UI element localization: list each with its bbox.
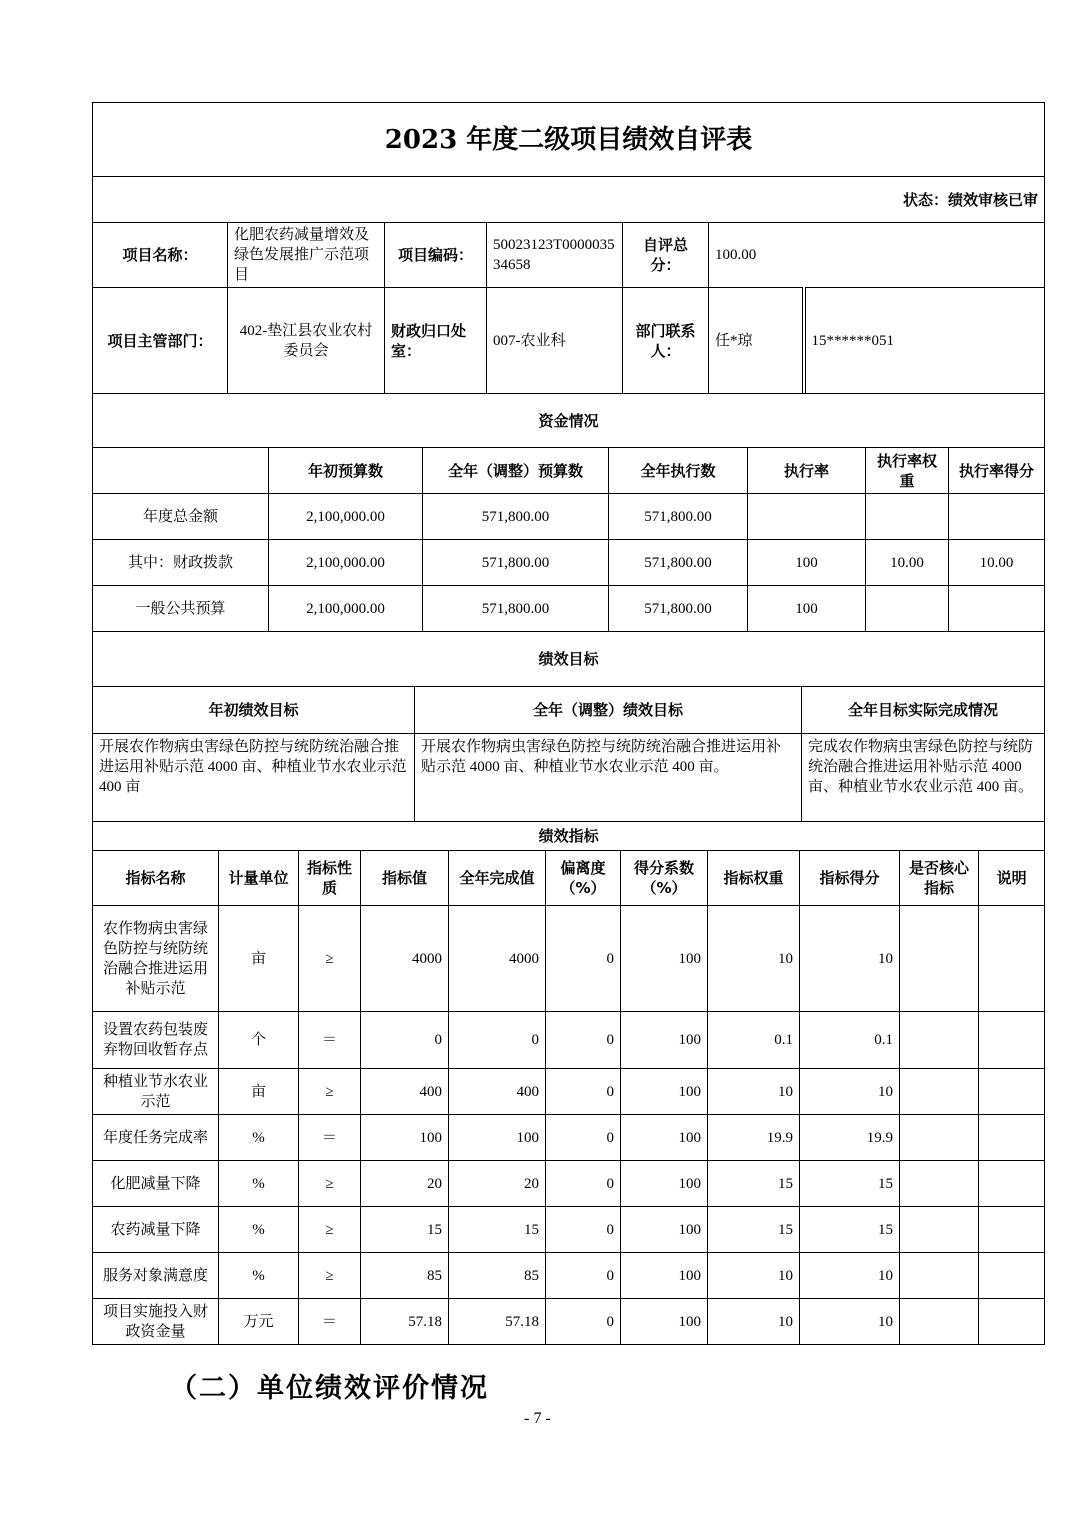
indicator-cell: ≥ [299, 1207, 361, 1253]
goals-table [92, 631, 1045, 822]
page-title: 2023 年度二级项目绩效自评表 [93, 103, 1045, 177]
contact-phone: 15******051 [804, 288, 1045, 394]
indicator-cell: 57.18 [361, 1299, 449, 1345]
funds-cell: 571,800.00 [609, 586, 748, 632]
indicator-cell: 100 [621, 1012, 708, 1069]
indicator-cell [900, 1069, 979, 1115]
indicator-cell: 15 [449, 1207, 546, 1253]
indicator-cell: 85 [361, 1253, 449, 1299]
indicator-cell: ＝ [299, 1012, 361, 1069]
funds-header-cell: 全年（调整）预算数 [423, 448, 609, 494]
indicator-cell: 亩 [219, 1069, 299, 1115]
funds-cell [866, 586, 949, 632]
indicator-cell: 100 [621, 1069, 708, 1115]
indicator-cell [979, 1161, 1045, 1207]
status-label: 状态：绩效审核已审 [93, 177, 1045, 223]
project-name-label: 项目名称： [93, 223, 228, 288]
indicator-cell [979, 906, 1045, 1012]
indicator-cell: 400 [449, 1069, 546, 1115]
funds-cell [949, 494, 1045, 540]
dept-label: 项目主管部门： [93, 288, 228, 394]
funds-header-cell: 执行率权重 [866, 448, 949, 494]
funds-cell: 100 [748, 586, 866, 632]
indicator-cell: 20 [449, 1161, 546, 1207]
funds-cell: 2,100,000.00 [269, 494, 423, 540]
indicator-cell: 100 [621, 906, 708, 1012]
funds-cell: 571,800.00 [423, 494, 609, 540]
indicator-cell: 0 [546, 1253, 621, 1299]
indicator-cell [900, 1299, 979, 1345]
indicator-cell: 10 [800, 1069, 900, 1115]
table-row [93, 1253, 1045, 1299]
indicator-cell: % [219, 1253, 299, 1299]
finance-office-label: 财政归口处室： [385, 288, 487, 394]
project-info-table [92, 102, 1045, 394]
indicator-header-cell: 指标性质 [299, 851, 361, 906]
indicator-header-cell: 是否核心指标 [900, 851, 979, 906]
funds-cell [866, 494, 949, 540]
indicator-cell: ＝ [299, 1299, 361, 1345]
contact-label: 部门联系人： [623, 288, 709, 394]
goal-actual-text: 完成农作物病虫害绿色防控与统防统治融合推进运用补贴示范 4000 亩、种植业节水农业示范 400 亩。 [802, 734, 1045, 822]
indicator-cell: 100 [621, 1115, 708, 1161]
indicator-cell: 15 [800, 1161, 900, 1207]
indicator-cell: ≥ [299, 1253, 361, 1299]
indicator-cell: 个 [219, 1012, 299, 1069]
goals-header-actual: 全年目标实际完成情况 [802, 687, 1045, 734]
indicator-cell: 10 [800, 1299, 900, 1345]
indicator-name-cell: 农作物病虫害绿色防控与统防统治融合推进运用补贴示范 [93, 906, 219, 1012]
funds-cell: 571,800.00 [609, 494, 748, 540]
indicator-cell: 400 [361, 1069, 449, 1115]
indicator-cell: 4000 [449, 906, 546, 1012]
goal-initial-text: 开展农作物病虫害绿色防控与统防统治融合推进运用补贴示范 4000 亩、种植业节水农业示范 400 亩 [93, 734, 415, 822]
indicator-cell: 15 [708, 1161, 800, 1207]
indicator-cell: 万元 [219, 1299, 299, 1345]
funds-cell: 其中：财政拨款 [93, 540, 269, 586]
indicator-name-cell: 项目实施投入财政资金量 [93, 1299, 219, 1345]
indicator-cell: 19.9 [708, 1115, 800, 1161]
indicator-cell: % [219, 1161, 299, 1207]
funds-table [92, 393, 1045, 632]
funds-section-title: 资金情况 [93, 394, 1045, 448]
indicator-header-cell: 偏离度（%） [546, 851, 621, 906]
indicator-cell: 19.9 [800, 1115, 900, 1161]
funds-cell: 571,800.00 [609, 540, 748, 586]
indicator-cell: ＝ [299, 1115, 361, 1161]
indicator-cell [900, 1161, 979, 1207]
indicator-cell [900, 906, 979, 1012]
funds-cell: 2,100,000.00 [269, 540, 423, 586]
project-name-value: 化肥农药减量增效及绿色发展推广示范项目 [228, 223, 385, 288]
funds-cell [748, 494, 866, 540]
indicator-cell: 0 [546, 906, 621, 1012]
funds-cell: 100 [748, 540, 866, 586]
indicator-header-cell: 指标值 [361, 851, 449, 906]
indicator-cell [979, 1115, 1045, 1161]
table-row [93, 1207, 1045, 1253]
indicator-cell: 0 [546, 1115, 621, 1161]
indicator-cell: 0 [546, 1012, 621, 1069]
self-score-value: 100.00 [709, 223, 1045, 288]
indicator-cell: % [219, 1207, 299, 1253]
indicator-name-cell: 化肥减量下降 [93, 1161, 219, 1207]
table-row [93, 1069, 1045, 1115]
indicator-header-cell: 全年完成值 [449, 851, 546, 906]
indicator-cell: 10 [800, 1253, 900, 1299]
indicator-cell [900, 1115, 979, 1161]
indicator-cell [979, 1207, 1045, 1253]
project-code-label: 项目编码： [385, 223, 487, 288]
funds-header-cell: 年初预算数 [269, 448, 423, 494]
indicator-cell: 100 [449, 1115, 546, 1161]
indicator-header-cell: 得分系数（%） [621, 851, 708, 906]
indicator-cell: 0 [546, 1161, 621, 1207]
indicator-cell: 10 [708, 906, 800, 1012]
project-code-value: 50023123T000003534658 [487, 223, 623, 288]
indicator-cell: 0.1 [800, 1012, 900, 1069]
table-row [93, 586, 1045, 632]
indicator-cell: ≥ [299, 906, 361, 1012]
goals-header-adjusted: 全年（调整）绩效目标 [415, 687, 802, 734]
indicator-name-cell: 设置农药包装废弃物回收暂存点 [93, 1012, 219, 1069]
table-row [93, 1161, 1045, 1207]
goal-adjusted-text: 开展农作物病虫害绿色防控与统防统治融合推进运用补贴示范 4000 亩、种植业节水农业示范 400 亩。 [415, 734, 802, 822]
funds-header-cell [93, 448, 269, 494]
indicator-cell: 0 [449, 1012, 546, 1069]
indicators-section-title: 绩效指标 [93, 822, 1045, 851]
indicator-cell: 10 [800, 906, 900, 1012]
indicator-cell: 10 [708, 1253, 800, 1299]
funds-cell: 571,800.00 [423, 586, 609, 632]
indicator-cell [900, 1253, 979, 1299]
indicator-cell: ≥ [299, 1161, 361, 1207]
indicator-cell: % [219, 1115, 299, 1161]
goals-header-initial: 年初绩效目标 [93, 687, 415, 734]
indicator-cell: 10 [708, 1299, 800, 1345]
section-heading: （二）单位绩效评价情况 [170, 1373, 489, 1404]
indicator-cell: 0 [546, 1299, 621, 1345]
indicator-cell [900, 1207, 979, 1253]
indicator-cell [979, 1012, 1045, 1069]
indicator-cell: 100 [361, 1115, 449, 1161]
contact-name: 任*琼 [709, 288, 804, 394]
table-row [93, 1299, 1045, 1345]
funds-cell: 2,100,000.00 [269, 586, 423, 632]
indicator-cell: 亩 [219, 906, 299, 1012]
indicator-cell: 20 [361, 1161, 449, 1207]
indicator-cell: 100 [621, 1299, 708, 1345]
indicator-cell: 15 [800, 1207, 900, 1253]
funds-cell: 年度总金额 [93, 494, 269, 540]
indicator-cell [900, 1012, 979, 1069]
funds-cell [949, 586, 1045, 632]
finance-office-value: 007-农业科 [487, 288, 623, 394]
indicator-cell: 100 [621, 1253, 708, 1299]
indicator-cell [979, 1253, 1045, 1299]
indicator-name-cell: 服务对象满意度 [93, 1253, 219, 1299]
dept-value: 402-垫江县农业农村委员会 [228, 288, 385, 394]
indicator-cell: 4000 [361, 906, 449, 1012]
indicators-table [92, 821, 1045, 1345]
indicator-header-cell: 指标权重 [708, 851, 800, 906]
funds-header-cell: 执行率得分 [949, 448, 1045, 494]
indicator-cell: 0.1 [708, 1012, 800, 1069]
goals-section-title: 绩效目标 [93, 632, 1045, 687]
funds-cell: 10.00 [866, 540, 949, 586]
indicator-rows [93, 906, 1045, 1345]
funds-cell: 571,800.00 [423, 540, 609, 586]
indicator-header-cell: 指标得分 [800, 851, 900, 906]
indicator-name-cell: 种植业节水农业示范 [93, 1069, 219, 1115]
indicator-cell: 0 [546, 1069, 621, 1115]
indicator-name-cell: 年度任务完成率 [93, 1115, 219, 1161]
page-number: - 7 - [524, 1410, 551, 1427]
funds-cell: 10.00 [949, 540, 1045, 586]
indicator-cell: 0 [361, 1012, 449, 1069]
indicator-header-cell: 计量单位 [219, 851, 299, 906]
funds-header-cell: 全年执行数 [609, 448, 748, 494]
indicator-cell: 100 [621, 1161, 708, 1207]
table-row [93, 1115, 1045, 1161]
self-score-label: 自评总分： [623, 223, 709, 288]
table-row [93, 906, 1045, 1012]
funds-header-cell: 执行率 [748, 448, 866, 494]
indicator-cell: 85 [449, 1253, 546, 1299]
indicator-cell: 15 [361, 1207, 449, 1253]
indicator-cell [979, 1069, 1045, 1115]
table-row [93, 540, 1045, 586]
indicator-header-cell: 说明 [979, 851, 1045, 906]
indicator-header-cell: 指标名称 [93, 851, 219, 906]
indicator-cell: ≥ [299, 1069, 361, 1115]
indicator-cell: 0 [546, 1207, 621, 1253]
indicator-cell: 10 [708, 1069, 800, 1115]
indicator-cell: 100 [621, 1207, 708, 1253]
indicator-cell: 15 [708, 1207, 800, 1253]
indicator-cell [979, 1299, 1045, 1345]
table-row [93, 1012, 1045, 1069]
table-row [93, 494, 1045, 540]
funds-cell: 一般公共预算 [93, 586, 269, 632]
indicator-cell: 57.18 [449, 1299, 546, 1345]
indicator-name-cell: 农药减量下降 [93, 1207, 219, 1253]
